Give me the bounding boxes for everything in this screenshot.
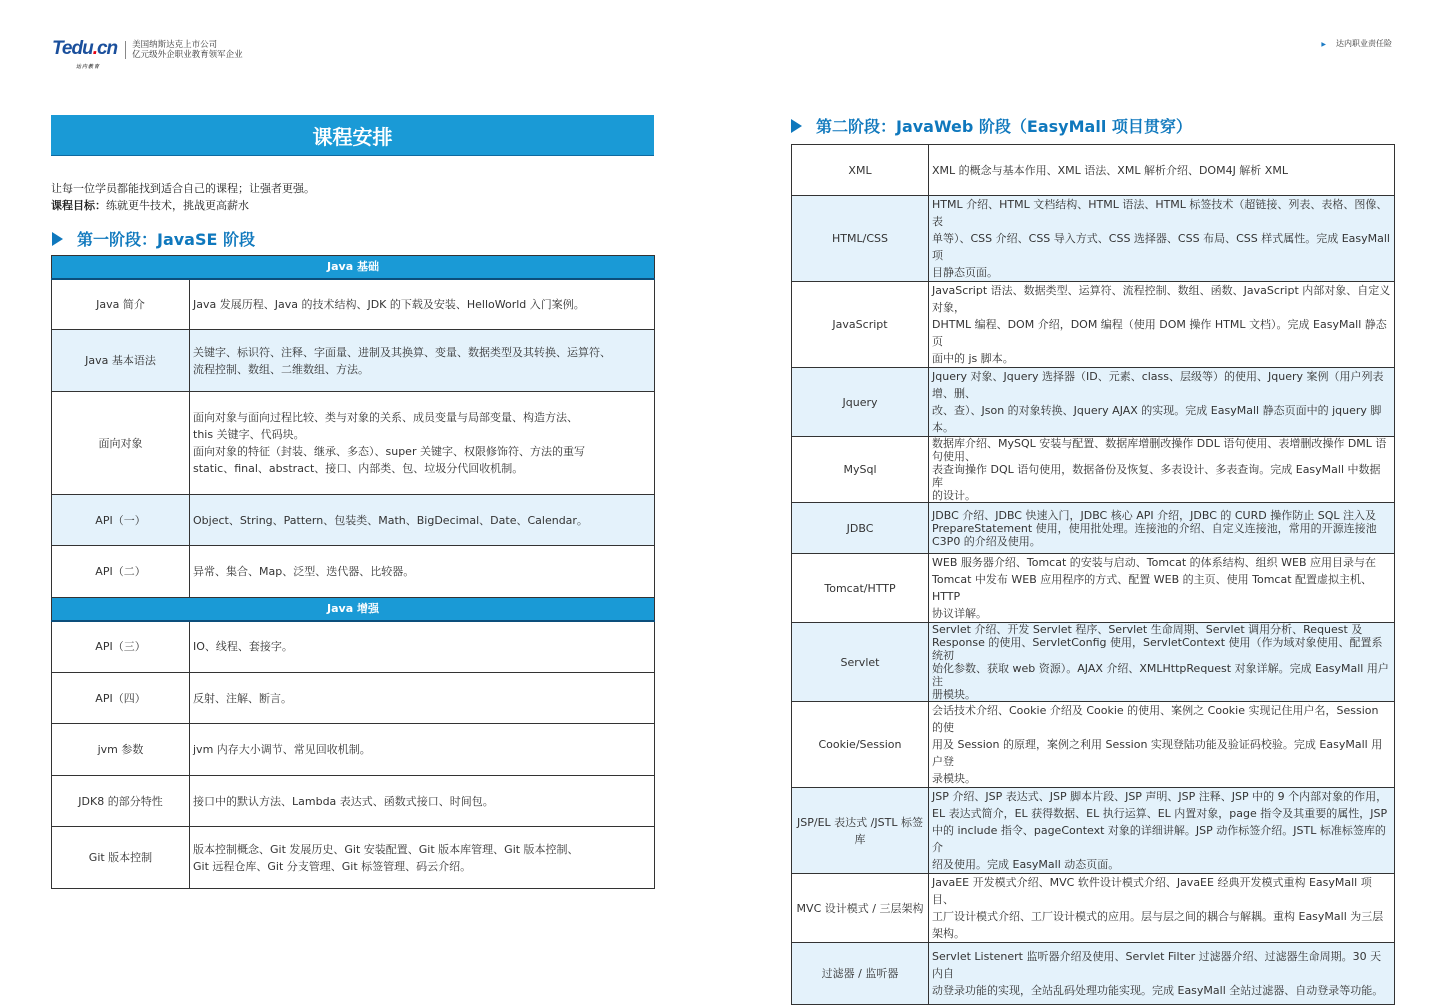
- table-row: [792, 554, 1395, 623]
- table-row: [792, 702, 1395, 788]
- logo-mark: Tedu.cn 达内教育: [52, 40, 117, 58]
- logo-sub: 达内教育: [76, 64, 101, 70]
- row-description: jvm 内存大小调节、常见回收机制。: [190, 724, 655, 776]
- page-title: 课程安排: [51, 115, 654, 156]
- section-header-label: Java 增强: [52, 598, 655, 621]
- company-tagline: [132, 40, 243, 60]
- row-label: HTML/CSS: [792, 196, 929, 282]
- table-row: [792, 874, 1395, 943]
- row-label: API（四）: [52, 673, 190, 724]
- course-goal: [51, 197, 315, 214]
- table-row: [52, 673, 655, 724]
- table-row: [52, 495, 655, 546]
- row-description: Java 发展历程、Java 的技术结构、JDK 的下载及安装、HelloWorld 入门案例。: [190, 279, 655, 330]
- row-label: MySql: [792, 437, 929, 503]
- row-label: XML: [792, 145, 929, 196]
- row-description: 关键字、标识符、注释、字面量、进制及其换算、变量、数据类型及其转换、运算符、 流程控制、数组、二维数组、方法。: [190, 330, 655, 392]
- row-label: MVC 设计模式 / 三层架构: [792, 874, 929, 943]
- company-line-1: 美国纳斯达克上市公司: [132, 40, 218, 50]
- stage2-table: [791, 144, 1395, 1005]
- row-description: IO、线程、套接字。: [190, 621, 655, 673]
- row-description: HTML 介绍、HTML 文档结构、HTML 语法、HTML 标签技术（超链接、列表、表格、图像、表 单等）、CSS 介绍、CSS 导入方式、CSS 选择器、CSS 布局、CSS 样式属性。完成 EasyMall 项 目静态页面。: [929, 196, 1395, 282]
- intro-text: [51, 180, 315, 214]
- table-row: [792, 503, 1395, 554]
- row-label: JavaScript: [792, 282, 929, 368]
- row-label: API（一）: [52, 495, 190, 546]
- table-row: [52, 724, 655, 776]
- row-description: 版本控制概念、Git 发展历史、Git 安装配置、Git 版本库管理、Git 版本控制、 Git 远程仓库、Git 分支管理、Git 标签管理、码云介绍。: [190, 827, 655, 889]
- stage2-title: [791, 114, 1192, 137]
- stage1-title: [52, 227, 255, 250]
- header-right-text: 达内职业责任险: [1336, 39, 1392, 48]
- table-row: [792, 368, 1395, 437]
- table-row: [52, 279, 655, 330]
- stage2-title-text: 第二阶段：JavaWeb 阶段（EasyMall 项目贯穿）: [816, 117, 1192, 136]
- row-label: JDBC: [792, 503, 929, 554]
- triangle-marker-icon: [52, 232, 63, 246]
- logo-divider: [125, 41, 126, 59]
- triangle-marker-icon: [791, 119, 802, 133]
- stage1-title-text: 第一阶段：JavaSE 阶段: [77, 230, 256, 249]
- row-description: JDBC 介绍、JDBC 快速入门，JDBC 核心 API 介绍，JDBC 的 CURD 操作防止 SQL 注入及 PrepareStatement 使用，使用批处理。连接池的介绍、自定义连接池，常用的开源连接池 C3P0 的介绍及使用。: [929, 503, 1395, 554]
- row-label: JSP/EL 表达式 /JSTL 标签库: [792, 788, 929, 874]
- row-label: API（二）: [52, 546, 190, 598]
- table-row: [52, 546, 655, 598]
- row-description: JSP 介绍、JSP 表达式、JSP 脚本片段、JSP 声明、JSP 注释、JSP 中的 9 个内部对象的作用， EL 表达式简介，EL 获得数据、EL 执行运算、EL 内置对象，page 指令及其重要的属性，JSP 中的 include 指令、pageContext 对象的详细讲解。JSP 动作标签介绍。JSTL 标准标签库的介 绍及使用。完成 EasyMall 动态页面。: [929, 788, 1395, 874]
- row-description: Servlet Listenert 监听器介绍及使用、Servlet Filter 过滤器介绍、过滤器生命周期。30 天内自 动登录功能的实现，全站乱码处理功能实现。完成 EasyMall 全站过滤器、自动登录等功能。: [929, 943, 1395, 1005]
- row-label: Servlet: [792, 623, 929, 702]
- course-goal-text: 练就更牛技术，挑战更高薪水: [106, 199, 249, 212]
- row-label: JDK8 的部分特性: [52, 776, 190, 827]
- table-row: [52, 330, 655, 392]
- row-description: 面向对象与面向过程比较、类与对象的关系、成员变量与局部变量、构造方法、 this 关键字、代码块。 面向对象的特征（封装、继承、多态）、super 关键字、权限修饰符、方法的重写 static、final、abstract、接口、内部类、包、垃圾分代回收机制。: [190, 392, 655, 495]
- row-label: 过滤器 / 监听器: [792, 943, 929, 1005]
- row-description: 接口中的默认方法、Lambda 表达式、函数式接口、时间包。: [190, 776, 655, 827]
- row-description: Jquery 对象、Jquery 选择器（ID、元素、class、层级等）的使用、Jquery 案例（用户列表增、删、 改、查）、Json 的对象转换、Jquery AJAX 的实现。完成 EasyMall 静态页面中的 jquery 脚本。: [929, 368, 1395, 437]
- row-description: JavaEE 开发模式介绍、MVC 软件设计模式介绍、JavaEE 经典开发模式重构 EasyMall 项目、 工厂设计模式介绍、工厂设计模式的应用。层与层之间的耦合与解耦。重构 EasyMall 为三层架构。: [929, 874, 1395, 943]
- row-label: 面向对象: [52, 392, 190, 495]
- table-row: [792, 196, 1395, 282]
- row-description: Object、String、Pattern、包装类、Math、BigDecimal、Date、Calendar。: [190, 495, 655, 546]
- row-description: 数据库介绍、MySQL 安装与配置、数据库增删改操作 DDL 语句使用、表增删改操作 DML 语句使用、 表查询操作 DQL 语句使用，数据备份及恢复、多表设计、多表查询。完成 EasyMall 中数据库 的设计。: [929, 437, 1395, 503]
- row-label: Git 版本控制: [52, 827, 190, 889]
- table-row: [52, 621, 655, 673]
- table-row: [52, 392, 655, 495]
- row-label: jvm 参数: [52, 724, 190, 776]
- row-label: Tomcat/HTTP: [792, 554, 929, 623]
- table-row: [792, 145, 1395, 196]
- row-description: WEB 服务器介绍、Tomcat 的安装与启动、Tomcat 的体系结构、组织 WEB 应用目录与在 Tomcat 中发布 WEB 应用程序的方式、配置 WEB 的主页、使用 Tomcat 配置虚拟主机、HTTP 协议详解。: [929, 554, 1395, 623]
- section-header: [52, 256, 655, 279]
- triangle-marker-icon: ▶: [1321, 41, 1326, 48]
- row-description: Servlet 介绍、开发 Servlet 程序、Servlet 生命周期、Servlet 调用分析、Request 及 Response 的使用、ServletConfig 使用，ServletContext 使用（作为域对象使用、配置系统初 始化参数、获取 web 资源）。AJAX 介绍、XMLHttpRequest 对象详解。完成 EasyMall 用户注 册模块。: [929, 623, 1395, 702]
- table-row: [792, 282, 1395, 368]
- stage1-table: [51, 255, 655, 889]
- row-description: XML 的概念与基本作用、XML 语法、XML 解析介绍、DOM4J 解析 XML: [929, 145, 1395, 196]
- course-goal-label: 课程目标：: [51, 199, 106, 212]
- row-label: Java 基本语法: [52, 330, 190, 392]
- row-label: API（三）: [52, 621, 190, 673]
- row-description: 反射、注解、断言。: [190, 673, 655, 724]
- intro-line: 让每一位学员都能找到适合自己的课程；让强者更强。: [51, 182, 315, 195]
- table-row: [52, 827, 655, 889]
- table-row: [792, 623, 1395, 702]
- table-row: [52, 776, 655, 827]
- row-label: Cookie/Session: [792, 702, 929, 788]
- header-right-note: [1321, 38, 1392, 49]
- row-label: Java 简介: [52, 279, 190, 330]
- company-line-2: 亿元级外企职业教育领军企业: [132, 50, 243, 60]
- tedu-logo: [52, 38, 243, 70]
- section-header: [52, 598, 655, 621]
- row-description: 异常、集合、Map、泛型、迭代器、比较器。: [190, 546, 655, 598]
- section-header-label: Java 基础: [52, 256, 655, 279]
- row-description: 会话技术介绍、Cookie 介绍及 Cookie 的使用、案例之 Cookie 实现记住用户名，Session 的使 用及 Session 的原理，案例之利用 Session 实现登陆功能及验证码校验。完成 EasyMall 用户登 录模块。: [929, 702, 1395, 788]
- table-row: [792, 437, 1395, 503]
- row-label: Jquery: [792, 368, 929, 437]
- table-row: [792, 788, 1395, 874]
- row-description: JavaScript 语法、数据类型、运算符、流程控制、数组、函数、JavaScript 内部对象、自定义对象， DHTML 编程、DOM 介绍，DOM 编程（使用 DOM 操作 HTML 文档）。完成 EasyMall 静态页 面中的 js 脚本。: [929, 282, 1395, 368]
- table-row: [792, 943, 1395, 1005]
